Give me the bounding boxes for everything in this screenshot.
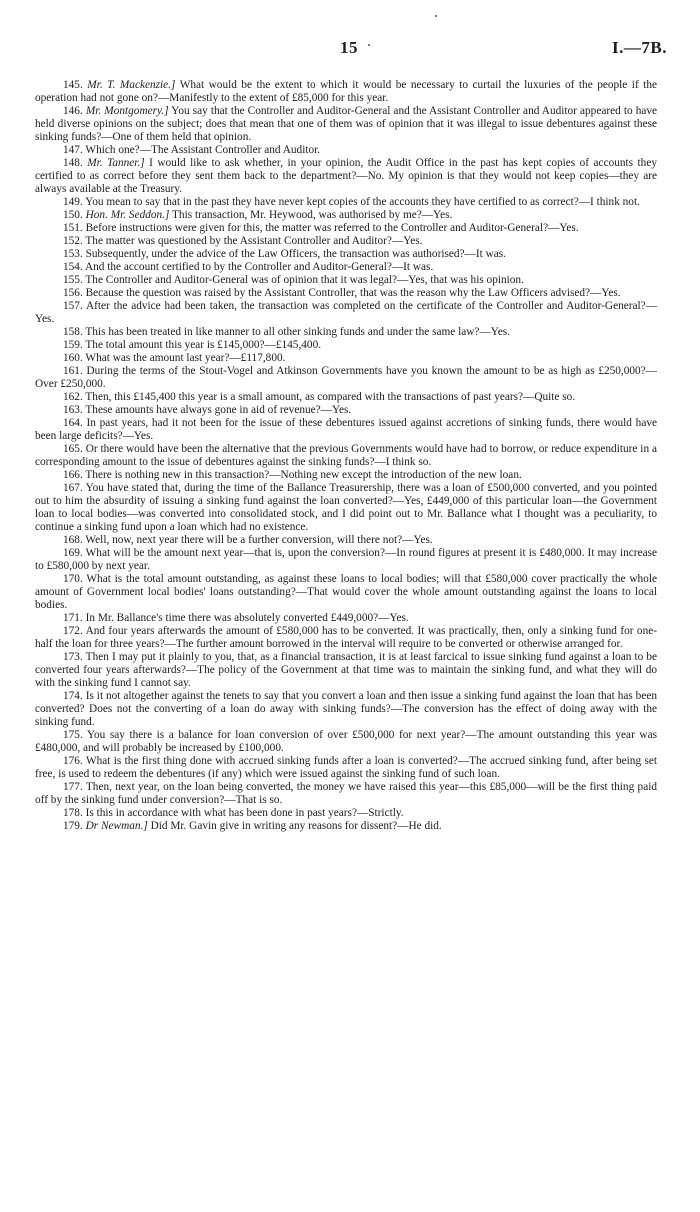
- question-answer-paragraph: [35, 235, 657, 248]
- question-answer-text: And the account certified to by the Controller and Auditor-General?—It was.: [84, 261, 434, 273]
- question-answer-text: Then I may put it plainly to you, that, as a financial transaction, it is at least farcical to issue sinking fund against a loan to be converted four years afterwards?—The policy of the Government at that time was to maintain the sinking fund, and what they will do with the sinking fund I cannot say.: [35, 651, 657, 689]
- question-answer-text: The matter was questioned by the Assistant Controller and Auditor?—Yes.: [85, 235, 423, 247]
- question-number: 160.: [63, 352, 83, 364]
- question-answer-text: Then, next year, on the loan being converted, the money we have raised this year—this £85,000—will be the first thing paid off by the sinking fund under conversion?—That is so.: [35, 781, 657, 806]
- question-answer-text: What would be the extent to which it would be necessary to curtail the luxuries of the people if the operation had not gone on?—Manifestly to the extent of £85,000 for this year.: [35, 79, 657, 104]
- question-number: 162.: [63, 391, 83, 403]
- question-number: 170.: [63, 573, 83, 585]
- question-answer-text: Subsequently, under the advice of the Law Officers, the transaction was authorised?—It was.: [85, 248, 506, 260]
- question-number: 148.: [63, 157, 83, 169]
- question-number: 149.: [63, 196, 83, 208]
- question-number: 146.: [63, 105, 83, 117]
- question-number: 178.: [63, 807, 83, 819]
- question-number: 166.: [63, 469, 83, 481]
- question-answer-paragraph: [35, 417, 657, 443]
- question-number: 159.: [63, 339, 83, 351]
- question-answer-paragraph: [35, 222, 657, 235]
- question-answer-text: There is nothing new in this transaction?—Nothing new except the introduction of the new loan.: [85, 469, 522, 481]
- question-number: 154.: [63, 261, 83, 273]
- question-answer-text: Or there would have been the alternative that the previous Governments would have had to borrow, or reduce expenditure in a corresponding amount to the issue of debentures against the sinking funds?—I think so.: [35, 443, 658, 468]
- question-number: 167.: [63, 482, 83, 494]
- question-number: 151.: [63, 222, 83, 234]
- question-answer-text: Which one?—The Assistant Controller and Auditor.: [85, 144, 321, 156]
- question-answer-paragraph: [35, 300, 657, 326]
- question-answer-paragraph: [35, 820, 657, 833]
- question-answer-text: Because the question was raised by the Assistant Controller, that was the reason why the Law Officers advised?—Yes.: [85, 287, 621, 299]
- question-number: 161.: [63, 365, 83, 377]
- question-answer-paragraph: [35, 144, 657, 157]
- question-number: 168.: [63, 534, 83, 546]
- speaker-name: Hon. Mr. Seddon.]: [85, 209, 170, 221]
- question-answer-text: You have stated that, during the time of the Ballance Treasurership, there was a loan of £500,000 converted, and you pointed out to him the absurdity of issuing a sinking fund against the loan converted?—Yes, £449,000 of this particular loan—the Government loan to local bodies—was converted into consolidated stock, and I did point out to Mr. Ballance what I thought was a peculiarity, to continue a sinking fund upon a loan which had no existence.: [35, 482, 657, 533]
- question-number: 145.: [63, 79, 83, 91]
- question-answer-paragraph: [35, 755, 657, 781]
- question-answer-text: And four years afterwards the amount of £580,000 has to be converted. It was practically, then, only a sinking fund for one-half the loan for three years?—The further amount borrowed in the interval will require to be converted or otherwise arranged for.: [35, 625, 657, 650]
- question-answer-text: You say that the Controller and Auditor-General and the Assistant Controller and Auditor appeared to have held diverse opinions on the subject; does that mean that one of them was of opinion that it was illegal to issue debentures against these sinking funds?—One of them held that opinion.: [35, 105, 658, 143]
- speaker-name: Mr. Montgomery.]: [85, 105, 169, 117]
- question-answer-text: This has been treated in like manner to all other sinking funds and under the same law?—Yes.: [85, 326, 510, 338]
- question-number: 147.: [63, 144, 83, 156]
- question-number: 158.: [63, 326, 83, 338]
- question-answer-text: Then, this £145,400 this year is a small amount, as compared with the transactions of past years?—Quite so.: [85, 391, 576, 403]
- question-answer-text: In Mr. Ballance's time there was absolutely converted £449,000?—Yes.: [85, 612, 409, 624]
- question-number: 172.: [63, 625, 83, 637]
- question-answer-paragraph: [35, 196, 657, 209]
- question-answer-paragraph: [35, 79, 657, 105]
- question-number: 175.: [63, 729, 83, 741]
- question-answer-paragraph: [35, 469, 657, 482]
- question-answer-paragraph: [35, 781, 657, 807]
- question-number: 163.: [63, 404, 83, 416]
- question-answer-paragraph: [35, 326, 657, 339]
- question-answer-text: Before instructions were given for this, the matter was referred to the Controller and Auditor-General?—Yes.: [85, 222, 579, 234]
- question-number: 164.: [63, 417, 83, 429]
- question-answer-paragraph: [35, 274, 657, 287]
- question-answer-paragraph: [35, 651, 657, 690]
- question-answer-text: What is the total amount outstanding, as against these loans to local bodies; will that £580,000 cover practically the whole amount of Government local bodies' loans outstanding?—That would cover the whole amount outstanding against the loans to local bodies.: [35, 573, 657, 611]
- question-answer-paragraph: [35, 729, 657, 755]
- question-answer-paragraph: [35, 287, 657, 300]
- question-answer-text: You say there is a balance for loan conversion of over £500,000 for next year?—The amount outstanding this year was £480,000, and will probably be increased by £100,000.: [35, 729, 657, 754]
- question-answer-paragraph: [35, 612, 657, 625]
- question-answer-text: What was the amount last year?—£117,800.: [85, 352, 286, 364]
- question-number: 169.: [63, 547, 83, 559]
- question-answer-paragraph: [35, 352, 657, 365]
- page-header: [35, 38, 667, 62]
- question-answer-text: After the advice had been taken, the transaction was completed on the certificate of the Controller and Auditor-General?—Yes.: [35, 300, 657, 325]
- question-number: 165.: [63, 443, 83, 455]
- question-number: 177.: [63, 781, 83, 793]
- question-answer-paragraph: [35, 365, 657, 391]
- speaker-name: Dr Newman.]: [85, 820, 148, 832]
- question-answer-paragraph: [35, 339, 657, 352]
- question-answer-paragraph: [35, 391, 657, 404]
- question-answer-text: These amounts have always gone in aid of revenue?—Yes.: [85, 404, 352, 416]
- question-answer-paragraph: [35, 248, 657, 261]
- question-answer-text: In past years, had it not been for the issue of these debentures issued against accretions of sinking funds, there would have been large deficits?—Yes.: [35, 417, 657, 442]
- question-number: 156.: [63, 287, 83, 299]
- question-number: 179.: [63, 820, 83, 832]
- question-answer-text: Is it not altogether against the tenets to say that you convert a loan and then issue a sinking fund against the loan that has been converted? Does not the converting of a loan do away with sinking funds?—The conversion has the effect of doing away with the sinking fund.: [35, 690, 658, 728]
- question-answer-paragraph: [35, 404, 657, 417]
- question-answer-paragraph: [35, 157, 657, 196]
- question-answer-text: Is this in accordance with what has been done in past years?—Strictly.: [85, 807, 404, 819]
- question-answer-text: What is the first thing done with accrued sinking funds after a loan is converted?—The accrued sinking fund, after being set free, is used to redeem the debentures (if any) which were issued against the sinking fund of such loan.: [35, 755, 657, 780]
- question-number: 153.: [63, 248, 83, 260]
- question-number: 150.: [63, 209, 83, 221]
- question-number: 157.: [63, 300, 83, 312]
- question-answer-paragraph: [35, 443, 657, 469]
- question-answer-paragraph: [35, 547, 657, 573]
- page-number: 15: [340, 38, 358, 57]
- question-answer-paragraph: [35, 807, 657, 820]
- question-answer-paragraph: [35, 261, 657, 274]
- question-number: 171.: [63, 612, 83, 624]
- question-answer-text: Well, now, next year there will be a further conversion, will there not?—Yes.: [85, 534, 433, 546]
- question-number: 173.: [63, 651, 83, 663]
- speaker-name: Mr. T. Mackenzie.]: [87, 79, 176, 91]
- question-answer-paragraph: [35, 209, 657, 222]
- question-answer-text: Did Mr. Gavin give in writing any reasons for dissent?—He did.: [150, 820, 442, 832]
- question-answer-text: You mean to say that in the past they have never kept copies of the accounts they have certified to as correct?—I think not.: [85, 196, 640, 208]
- question-answer-text: This transaction, Mr. Heywood, was authorised by me?—Yes.: [172, 209, 453, 221]
- question-answer-paragraph: [35, 105, 657, 144]
- question-number: 176.: [63, 755, 83, 767]
- question-answer-paragraph: [35, 690, 657, 729]
- question-number: 152.: [63, 235, 83, 247]
- question-answer-text: During the terms of the Stout-Vogel and Atkinson Governments have you known the amount to be as high as £250,000?—Over £250,000.: [35, 365, 657, 390]
- question-answer-text: The Controller and Auditor-General was of opinion that it was legal?—Yes, that was his opinion.: [85, 274, 524, 286]
- question-answer-text: The total amount this year is £145,000?—£145,400.: [85, 339, 322, 351]
- speaker-name: Mr. Tanner.]: [87, 157, 145, 169]
- question-answer-paragraph: [35, 625, 657, 651]
- evidence-transcript: [35, 79, 657, 833]
- question-number: 174.: [63, 690, 83, 702]
- question-answer-paragraph: [35, 534, 657, 547]
- question-number: 155.: [63, 274, 83, 286]
- question-answer-text: I would like to ask whether, in your opinion, the Audit Office in the past has kept copies of accounts they certified to as correct before they sent them back to the department?—No. My opinion is that they would not keep copies—they are always available at the Treasury.: [35, 157, 657, 195]
- document-reference: I.—7B.: [612, 38, 667, 57]
- question-answer-paragraph: [35, 573, 657, 612]
- question-answer-text: What will be the amount next year—that is, upon the conversion?—In round figures at present it is £480,000. It may increase to £580,000 by next year.: [35, 547, 658, 572]
- print-speck: [435, 15, 437, 17]
- question-answer-paragraph: [35, 482, 657, 534]
